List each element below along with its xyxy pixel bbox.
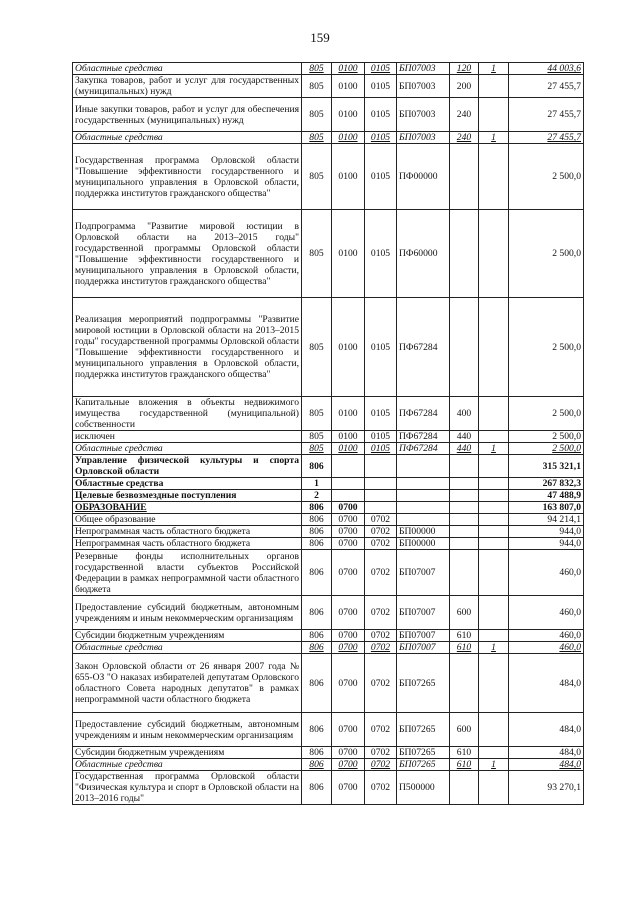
page-number: 159 [310, 30, 330, 45]
cell-vr: 600 [450, 713, 479, 747]
cell-grbs: 806 [302, 630, 332, 642]
table-row [73, 210, 584, 298]
cell-rz: 0700 [332, 747, 365, 759]
cell-grbs: 1 [302, 478, 332, 490]
table-row [73, 642, 584, 654]
cell-name: Субсидии бюджетным учреждениям [73, 630, 302, 642]
cell-rz: 0700 [332, 596, 365, 630]
cell-src [479, 144, 509, 210]
cell-grbs: 805 [302, 431, 332, 443]
cell-vr [450, 478, 479, 490]
cell-rz [332, 455, 365, 478]
cell-name: Непрограммная часть областного бюджета [73, 538, 302, 550]
cell-sum: 27 455,7 [509, 132, 584, 144]
cell-grbs: 806 [302, 713, 332, 747]
cell-prz: 0105 [365, 431, 397, 443]
cell-sum: 484,0 [509, 759, 584, 771]
cell-grbs: 806 [302, 747, 332, 759]
cell-vr: 400 [450, 397, 479, 431]
cell-vr [450, 502, 479, 514]
cell-rz: 0700 [332, 654, 365, 713]
cell-csr: БП07003 [397, 63, 450, 75]
cell-grbs: 806 [302, 642, 332, 654]
cell-vr: 440 [450, 443, 479, 455]
cell-src [479, 478, 509, 490]
budget-table [72, 62, 584, 805]
cell-rz: 0700 [332, 713, 365, 747]
cell-prz: 0702 [365, 771, 397, 805]
cell-prz: 0105 [365, 98, 397, 132]
cell-rz: 0700 [332, 642, 365, 654]
table-row [73, 550, 584, 596]
cell-csr [397, 514, 450, 526]
cell-src [479, 514, 509, 526]
cell-csr: ПФ60000 [397, 210, 450, 298]
cell-src [479, 210, 509, 298]
cell-src [479, 630, 509, 642]
table-row [73, 397, 584, 431]
cell-vr [450, 298, 479, 397]
cell-src [479, 654, 509, 713]
cell-src: 1 [479, 759, 509, 771]
cell-rz: 0700 [332, 771, 365, 805]
cell-grbs: 806 [302, 654, 332, 713]
table-row [73, 443, 584, 455]
cell-grbs: 806 [302, 550, 332, 596]
cell-name: Государственная программа Орловской области "Повышение эффективности государственного и муниципального управления в Орловской области, поддержка институтов гражданского общества" [73, 144, 302, 210]
cell-name: Областные средства [73, 443, 302, 455]
cell-name: Подпрограмма "Развитие мировой юстиции в Орловской области на 2013–2015 годы" государственной программы Орловской области "Повышение эффективности государственного и муниципального управления в Орловской области, поддержка институтов гражданского общества" [73, 210, 302, 298]
cell-sum: 460,0 [509, 642, 584, 654]
cell-name: исключен [73, 431, 302, 443]
cell-rz: 0700 [332, 550, 365, 596]
cell-rz: 0100 [332, 210, 365, 298]
cell-sum: 27 455,7 [509, 75, 584, 98]
cell-prz: 0105 [365, 210, 397, 298]
cell-src: 1 [479, 443, 509, 455]
cell-csr: ПФ67284 [397, 298, 450, 397]
cell-vr: 240 [450, 98, 479, 132]
cell-name: Областные средства [73, 63, 302, 75]
cell-sum: 2 500,0 [509, 298, 584, 397]
cell-src: 1 [479, 63, 509, 75]
cell-sum: 460,0 [509, 630, 584, 642]
cell-rz: 0100 [332, 132, 365, 144]
cell-grbs: 805 [302, 397, 332, 431]
cell-csr: ПФ67284 [397, 431, 450, 443]
cell-src [479, 397, 509, 431]
cell-grbs: 805 [302, 132, 332, 144]
table-row [73, 630, 584, 642]
cell-csr: БП07265 [397, 759, 450, 771]
table-row [73, 514, 584, 526]
cell-name: Непрограммная часть областного бюджета [73, 526, 302, 538]
table-row [73, 654, 584, 713]
cell-src [479, 98, 509, 132]
cell-csr [397, 490, 450, 502]
cell-sum: 484,0 [509, 747, 584, 759]
cell-src [479, 455, 509, 478]
cell-src [479, 596, 509, 630]
cell-src [479, 771, 509, 805]
cell-grbs: 806 [302, 538, 332, 550]
cell-vr [450, 526, 479, 538]
cell-name: Государственная программа Орловской области "Физическая культура и спорт в Орловской области на 2013–2016 годы" [73, 771, 302, 805]
cell-vr [450, 210, 479, 298]
cell-grbs: 805 [302, 298, 332, 397]
cell-prz: 0105 [365, 443, 397, 455]
table-row [73, 713, 584, 747]
cell-grbs: 2 [302, 490, 332, 502]
cell-csr [397, 455, 450, 478]
cell-grbs: 806 [302, 514, 332, 526]
cell-prz: 0702 [365, 713, 397, 747]
cell-csr: БП07007 [397, 550, 450, 596]
cell-csr: БП00000 [397, 538, 450, 550]
table-row [73, 771, 584, 805]
cell-prz: 0105 [365, 298, 397, 397]
cell-name: Реализация мероприятий подпрограммы "Развитие мировой юстиции в Орловской области на 2013–2015 годы" государственной программы Орловской области "Повышение эффективности государственного и муниципального управления в Орловской области, поддержка институтов гражданского общества" [73, 298, 302, 397]
cell-name: Капитальные вложения в объекты недвижимого имущества государственной (муниципальной) собственности [73, 397, 302, 431]
cell-grbs: 805 [302, 443, 332, 455]
table-row [73, 538, 584, 550]
cell-sum: 44 003,6 [509, 63, 584, 75]
cell-rz: 0700 [332, 502, 365, 514]
cell-sum: 484,0 [509, 713, 584, 747]
cell-vr [450, 455, 479, 478]
cell-rz: 0700 [332, 538, 365, 550]
cell-prz: 0105 [365, 132, 397, 144]
cell-prz [365, 455, 397, 478]
table-row [73, 747, 584, 759]
cell-name: Закупка товаров, работ и услуг для государственных (муниципальных) нужд [73, 75, 302, 98]
cell-rz: 0100 [332, 397, 365, 431]
cell-rz [332, 478, 365, 490]
cell-vr [450, 538, 479, 550]
cell-prz: 0702 [365, 514, 397, 526]
cell-grbs: 805 [302, 210, 332, 298]
cell-vr: 610 [450, 747, 479, 759]
cell-vr [450, 550, 479, 596]
cell-src [479, 747, 509, 759]
cell-name: Областные средства [73, 478, 302, 490]
cell-src [479, 526, 509, 538]
cell-sum: 2 500,0 [509, 443, 584, 455]
cell-vr: 610 [450, 642, 479, 654]
table-row [73, 98, 584, 132]
cell-name: Предоставление субсидий бюджетным, автономным учреждениям и иным некоммерческим организациям [73, 713, 302, 747]
cell-vr: 440 [450, 431, 479, 443]
table-row [73, 132, 584, 144]
cell-grbs: 805 [302, 144, 332, 210]
cell-sum: 93 270,1 [509, 771, 584, 805]
cell-grbs: 806 [302, 771, 332, 805]
cell-sum: 27 455,7 [509, 98, 584, 132]
table-row [73, 596, 584, 630]
cell-sum: 163 807,0 [509, 502, 584, 514]
cell-vr: 610 [450, 630, 479, 642]
cell-rz: 0700 [332, 526, 365, 538]
cell-csr: БП07007 [397, 642, 450, 654]
table-row [73, 759, 584, 771]
table-row [73, 526, 584, 538]
cell-grbs: 805 [302, 98, 332, 132]
cell-csr: ПФ67284 [397, 443, 450, 455]
cell-src [479, 538, 509, 550]
cell-src [479, 298, 509, 397]
cell-grbs: 806 [302, 526, 332, 538]
cell-src: 1 [479, 132, 509, 144]
cell-prz: 0105 [365, 75, 397, 98]
cell-src [479, 713, 509, 747]
cell-prz [365, 478, 397, 490]
cell-prz: 0702 [365, 550, 397, 596]
cell-rz: 0100 [332, 431, 365, 443]
cell-csr: ПФ00000 [397, 144, 450, 210]
cell-rz: 0700 [332, 759, 365, 771]
cell-rz: 0700 [332, 630, 365, 642]
cell-vr: 610 [450, 759, 479, 771]
cell-rz: 0100 [332, 75, 365, 98]
cell-sum: 460,0 [509, 596, 584, 630]
cell-rz: 0100 [332, 98, 365, 132]
cell-prz: 0702 [365, 526, 397, 538]
cell-sum: 460,0 [509, 550, 584, 596]
cell-rz: 0100 [332, 144, 365, 210]
cell-vr [450, 144, 479, 210]
cell-sum: 944,0 [509, 538, 584, 550]
cell-name: Областные средства [73, 132, 302, 144]
cell-rz: 0100 [332, 63, 365, 75]
cell-sum: 2 500,0 [509, 431, 584, 443]
cell-csr: БП00000 [397, 526, 450, 538]
cell-prz: 0702 [365, 630, 397, 642]
table-row [73, 502, 584, 514]
cell-sum: 2 500,0 [509, 210, 584, 298]
cell-name: Резервные фонды исполнительных органов государственной власти субъектов Российской Федерации в рамках непрограммной части областного бюджета [73, 550, 302, 596]
table-row [73, 455, 584, 478]
cell-name: Областные средства [73, 759, 302, 771]
cell-rz: 0700 [332, 514, 365, 526]
cell-name: Закон Орловской области от 26 января 2007 года № 655-ОЗ "О наказах избирателей депутатам Орловского областного Совета народных депутатов" в рамках непрограммной части областного бюджета [73, 654, 302, 713]
cell-csr: БП07265 [397, 654, 450, 713]
cell-vr [450, 654, 479, 713]
cell-prz: 0105 [365, 144, 397, 210]
cell-prz [365, 502, 397, 514]
table-row [73, 63, 584, 75]
cell-grbs: 806 [302, 455, 332, 478]
cell-vr: 240 [450, 132, 479, 144]
cell-name: Субсидии бюджетным учреждениям [73, 747, 302, 759]
cell-sum: 2 500,0 [509, 397, 584, 431]
cell-vr: 120 [450, 63, 479, 75]
cell-csr: ПФ67284 [397, 397, 450, 431]
cell-prz [365, 490, 397, 502]
cell-name: Общее образование [73, 514, 302, 526]
cell-csr [397, 478, 450, 490]
table-row [73, 75, 584, 98]
cell-name: Целевые безвозмездные поступления [73, 490, 302, 502]
cell-src [479, 431, 509, 443]
cell-prz: 0702 [365, 596, 397, 630]
cell-src: 1 [479, 642, 509, 654]
cell-csr [397, 502, 450, 514]
cell-sum: 94 214,1 [509, 514, 584, 526]
cell-grbs: 806 [302, 502, 332, 514]
cell-sum: 267 832,3 [509, 478, 584, 490]
table-row [73, 490, 584, 502]
cell-sum: 484,0 [509, 654, 584, 713]
cell-sum: 944,0 [509, 526, 584, 538]
cell-csr: БП07003 [397, 132, 450, 144]
cell-rz: 0100 [332, 443, 365, 455]
table-row [73, 298, 584, 397]
cell-grbs: 805 [302, 75, 332, 98]
cell-prz: 0105 [365, 397, 397, 431]
cell-src [479, 75, 509, 98]
cell-src [479, 550, 509, 596]
cell-prz: 0702 [365, 642, 397, 654]
cell-prz: 0702 [365, 654, 397, 713]
cell-vr: 600 [450, 596, 479, 630]
cell-vr [450, 514, 479, 526]
cell-sum: 315 321,1 [509, 455, 584, 478]
cell-sum: 2 500,0 [509, 144, 584, 210]
cell-csr: П500000 [397, 771, 450, 805]
cell-prz: 0105 [365, 63, 397, 75]
cell-csr: БП07007 [397, 596, 450, 630]
cell-vr [450, 490, 479, 502]
cell-prz: 0702 [365, 538, 397, 550]
table-row [73, 478, 584, 490]
cell-rz [332, 490, 365, 502]
cell-src [479, 502, 509, 514]
cell-rz: 0100 [332, 298, 365, 397]
cell-csr: БП07003 [397, 75, 450, 98]
cell-grbs: 806 [302, 759, 332, 771]
cell-name: Областные средства [73, 642, 302, 654]
cell-csr: БП07003 [397, 98, 450, 132]
cell-name: Управление физической культуры и спорта Орловской области [73, 455, 302, 478]
cell-name: Предоставление субсидий бюджетным, автономным учреждениям и иным некоммерческим организациям [73, 596, 302, 630]
cell-csr: БП07007 [397, 630, 450, 642]
cell-grbs: 806 [302, 596, 332, 630]
cell-name: Иные закупки товаров, работ и услуг для обеспечения государственных (муниципальных) нужд [73, 98, 302, 132]
cell-sum: 47 488,9 [509, 490, 584, 502]
cell-prz: 0702 [365, 747, 397, 759]
cell-csr: БП07265 [397, 747, 450, 759]
cell-grbs: 805 [302, 63, 332, 75]
cell-name: ОБРАЗОВАНИЕ [73, 502, 302, 514]
cell-prz: 0702 [365, 759, 397, 771]
cell-vr: 200 [450, 75, 479, 98]
table-row [73, 431, 584, 443]
cell-csr: БП07265 [397, 713, 450, 747]
table-row [73, 144, 584, 210]
cell-src [479, 490, 509, 502]
cell-vr [450, 771, 479, 805]
